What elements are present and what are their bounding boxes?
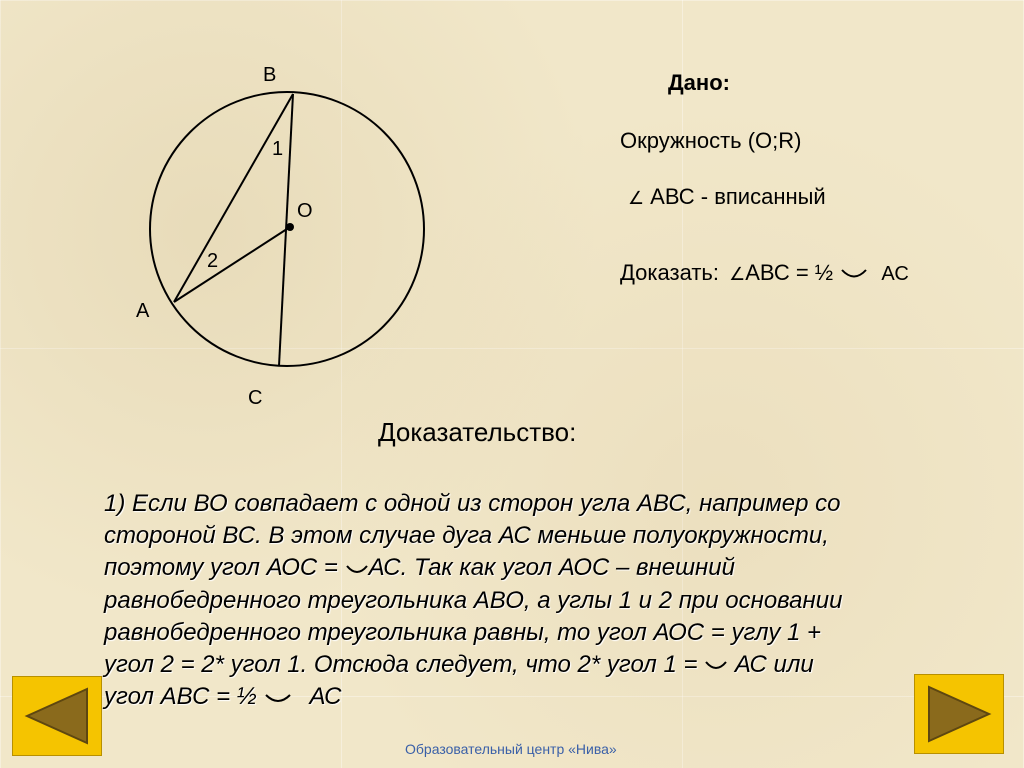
prove-arc-label: АС [881, 263, 909, 285]
given-circle: Окружность (О;R) [620, 128, 802, 153]
prove-statement [620, 260, 909, 287]
arc-icon [263, 682, 293, 714]
label-a: A [136, 300, 150, 322]
proof-text [104, 488, 904, 714]
label-angle-1: 1 [272, 138, 284, 160]
proof-line-2: АС. Так как угол АОС – внешний равнобедренного треугольника АВО, а углы 1 и 2 при основании равнобедренного треугольника равны, то угол АОС = углу 1 + угол 2 = 2* угол 1. Отсюда следует, что 2* угол 1 = [104, 554, 843, 678]
proof-title: Доказательство: [378, 417, 577, 447]
footer-text: Образовательный центр «Нива» [405, 741, 617, 757]
arc-icon [839, 261, 869, 287]
segment-ao [174, 227, 290, 302]
arc-icon [704, 649, 728, 681]
angle-icon: ∠ [729, 264, 746, 284]
angle-icon: ∠ [628, 188, 645, 208]
arc-icon [345, 553, 369, 585]
chord-ab [174, 94, 293, 302]
label-angle-2: 2 [207, 250, 219, 272]
prove-expression: АВС = ½ [745, 260, 834, 285]
given-title: Дано: [668, 70, 730, 95]
previous-slide-button[interactable] [12, 676, 102, 756]
proof-line-3: АС или угол АВС = ½ [104, 650, 814, 711]
center-point [286, 223, 294, 231]
proof-line-1: 1) Если ВО совпадает с одной из сторон угла АВС, например со стороной ВС. В этом случае дуга АС меньше полуокружности, поэтому угол АОС = [104, 490, 841, 581]
triangle-left-icon [13, 677, 101, 755]
given-angle [628, 184, 826, 210]
prove-prefix: Доказать: [620, 260, 719, 285]
given-angle-text: АВС - вписанный [650, 184, 826, 209]
label-o: O [297, 200, 313, 222]
next-slide-button[interactable] [914, 674, 1004, 754]
proof-line-4: АС [309, 683, 342, 711]
label-b: B [263, 64, 277, 86]
triangle-right-icon [915, 675, 1003, 753]
label-c: C [248, 387, 263, 409]
